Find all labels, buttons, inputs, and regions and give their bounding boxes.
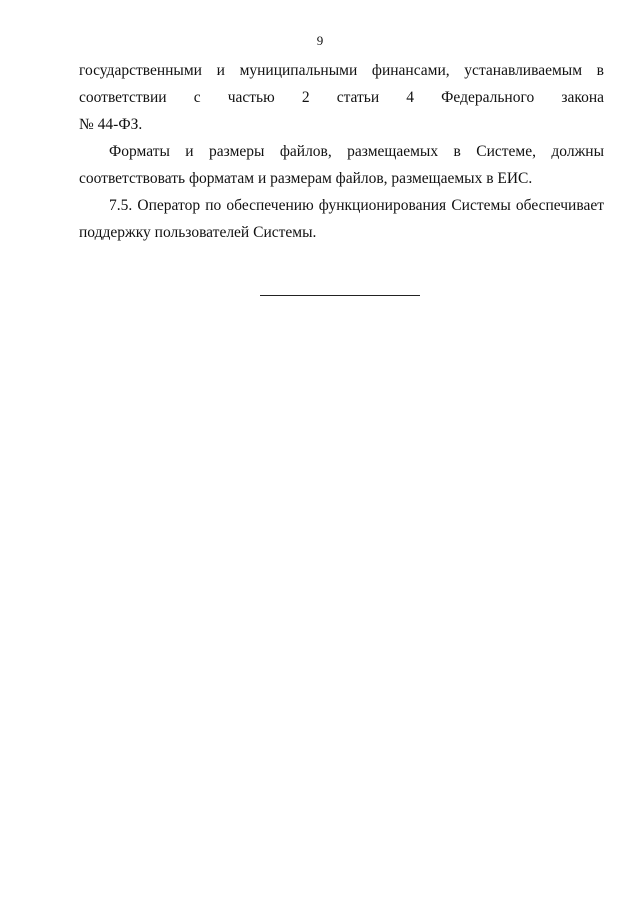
text-line: соответствовать форматам и размерам файлов, размещаемых в ЕИС. xyxy=(79,170,533,187)
paragraph-file-formats xyxy=(79,138,604,192)
paragraph-7-5 xyxy=(79,192,604,246)
paragraph-continuation xyxy=(79,57,604,138)
page-number: 9 xyxy=(316,33,324,48)
text-line: соответствии с частью 2 статьи 4 Федерального закона xyxy=(79,89,604,106)
text-line: поддержку пользователей Системы. xyxy=(79,224,317,241)
text-line: 7.5. Оператор по обеспечению функционирования Системы обеспечивает xyxy=(109,197,604,214)
end-divider-line xyxy=(260,295,420,296)
text-line: № 44-ФЗ. xyxy=(79,116,143,133)
text-line: государственными и муниципальными финансами, устанавливаемым в xyxy=(79,62,604,79)
text-line: Форматы и размеры файлов, размещаемых в Системе, должны xyxy=(109,143,604,160)
document-body xyxy=(79,57,604,246)
